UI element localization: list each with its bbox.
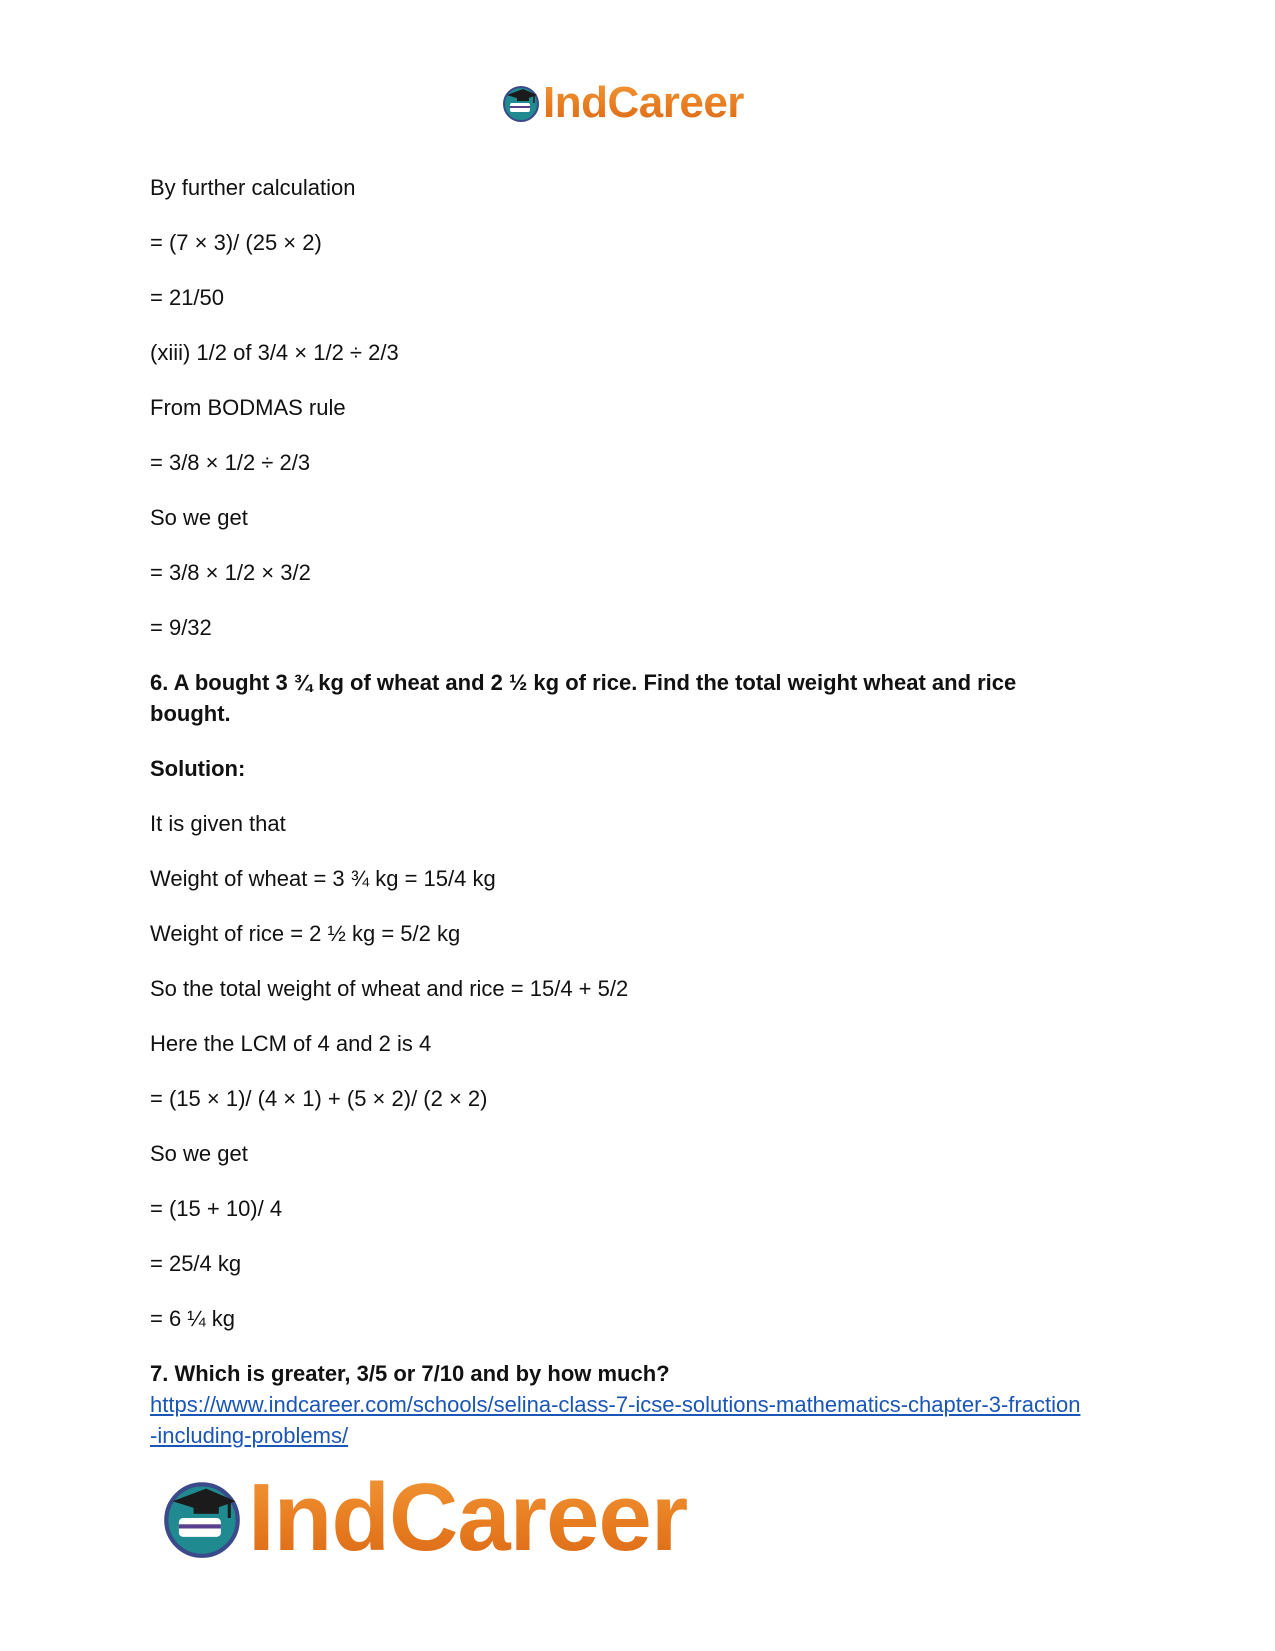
brand-name: IndCareer — [248, 1464, 688, 1571]
text-line: = 21/50 — [150, 285, 225, 310]
solution-step: = (15 × 1)/ (4 × 1) + (5 × 2)/ (2 × 2) — [150, 1086, 488, 1111]
text-line: So we get — [150, 505, 248, 530]
solution-step: Weight of wheat = 3 ¾ kg = 15/4 kg — [150, 866, 496, 891]
text-line: From BODMAS rule — [150, 395, 346, 420]
source-link-line[interactable]: https://www.indcareer.com/schools/selina-class-7-icse-solutions-mathematics-chapter-3-fraction — [150, 1392, 1081, 1417]
solution-step: Here the LCM of 4 and 2 is 4 — [150, 1031, 432, 1056]
solution-step: = 25/4 kg — [150, 1251, 242, 1276]
solution-step: It is given that — [150, 811, 286, 836]
question-7-heading: 7. Which is greater, 3/5 or 7/10 and by how much? — [150, 1361, 670, 1386]
text-line: = (7 × 3)/ (25 × 2) — [150, 230, 322, 255]
text-line: (xiii) 1/2 of 3/4 × 1/2 ÷ 2/3 — [150, 340, 399, 365]
solution-step: So we get — [150, 1141, 248, 1166]
text-line: = 3/8 × 1/2 × 3/2 — [150, 560, 311, 585]
solution-step: = 6 ¼ kg — [150, 1306, 236, 1331]
graduation-globe-icon — [501, 83, 541, 123]
text-line: = 9/32 — [150, 615, 212, 640]
question-6-heading — [150, 667, 1130, 729]
source-link[interactable] — [150, 1389, 1130, 1451]
header-logo — [501, 78, 744, 128]
question-text: bought. — [150, 701, 231, 726]
graduation-globe-icon — [160, 1476, 244, 1560]
footer-logo — [160, 1463, 687, 1573]
text-line: = 3/8 × 1/2 ÷ 2/3 — [150, 450, 311, 475]
solution-label: Solution: — [150, 756, 246, 781]
solution-step: = (15 + 10)/ 4 — [150, 1196, 283, 1221]
solution-step: So the total weight of wheat and rice = 15/4 + 5/2 — [150, 976, 629, 1001]
text-line: By further calculation — [150, 175, 356, 200]
brand-name: IndCareer — [543, 78, 744, 127]
document-body — [150, 172, 1130, 1451]
source-link-line[interactable]: -including-problems/ — [150, 1423, 349, 1448]
solution-step: Weight of rice = 2 ½ kg = 5/2 kg — [150, 921, 461, 946]
question-text: 6. A bought 3 ¾ kg of wheat and 2 ½ kg of rice. Find the total weight wheat and rice — [150, 670, 1017, 695]
